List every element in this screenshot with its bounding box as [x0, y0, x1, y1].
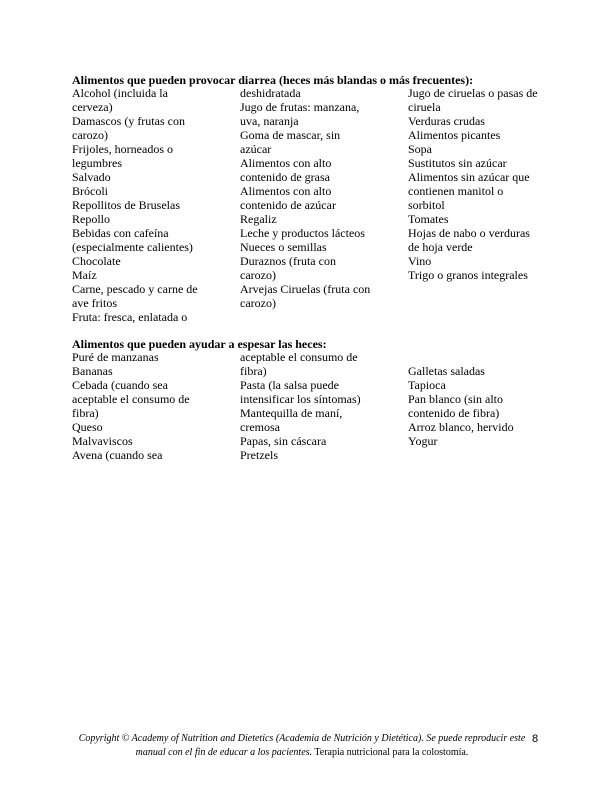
food-list-item: Damascos (y frutas con carozo)	[72, 114, 185, 142]
food-list-item: Regaliz	[240, 212, 277, 226]
food-list-item: Pan blanco (sin alto contenido de fibra)	[408, 392, 503, 420]
food-list-item: Vino	[408, 254, 432, 268]
food-list-item: Salvado	[72, 170, 111, 184]
food-list-item	[408, 350, 540, 364]
food-list-item: Alimentos con alto contenido de azúcar	[240, 184, 336, 212]
food-list-item: Avena (cuando sea	[72, 448, 163, 462]
food-list-item: Sustitutos sin azúcar	[408, 156, 507, 170]
food-list-item: Queso	[72, 420, 103, 434]
food-list-item: Tomates	[408, 212, 449, 226]
food-list-item: Mantequilla de maní, cremosa	[240, 406, 343, 434]
food-list-item: Nueces o semillas	[240, 240, 327, 254]
food-list-item: Brócoli	[72, 184, 108, 198]
food-list-item: aceptable el consumo de fibra)	[240, 350, 358, 378]
food-list-item: Trigo o granos integrales	[408, 268, 528, 282]
food-list-item: Malvaviscos	[72, 434, 133, 448]
food-list-item: Arroz blanco, hervido	[408, 420, 514, 434]
food-list-item: Fruta: fresca, enlatada o	[72, 310, 188, 324]
food-list-item: Goma de mascar, sin azúcar	[240, 128, 341, 156]
food-list-item: Tapioca	[408, 378, 446, 392]
food-list-item: Leche y productos lácteos	[240, 226, 365, 240]
food-list-item: Maíz	[72, 268, 97, 282]
food-list-item: Carne, pescado y carne de ave fritos	[72, 282, 198, 310]
food-list-item: Puré de manzanas	[72, 350, 159, 364]
section-heading-diarrhea-foods: Alimentos que pueden provocar diarrea (heces más blandas o más frecuentes):	[72, 73, 474, 87]
document-title: Terapia nutricional para la colostomía.	[312, 747, 469, 758]
thickening-foods-column-1	[72, 350, 204, 462]
food-list-item: Yogur	[408, 434, 438, 448]
food-list-item: deshidratada	[240, 86, 301, 100]
diarrhea-foods-column-2	[240, 86, 372, 310]
page-number: 8	[532, 733, 539, 745]
food-list-item: Arvejas Ciruelas (fruta con carozo)	[240, 282, 371, 310]
food-list-item: Cebada (cuando sea aceptable el consumo de fibra)	[72, 378, 190, 420]
food-list-item: Galletas saladas	[408, 364, 485, 378]
food-list-item: Repollitos de Bruselas	[72, 198, 180, 212]
food-list-item: Chocolate	[72, 254, 121, 268]
food-list-item: Verduras crudas	[408, 114, 485, 128]
copyright-footer	[72, 732, 532, 760]
food-list-item: Hojas de nabo o verduras de hoja verde	[408, 226, 530, 254]
food-list-item: Jugo de ciruelas o pasas de ciruela	[408, 86, 538, 114]
food-list-item: Alimentos sin azúcar que contienen manitol o sorbitol	[408, 170, 530, 212]
food-list-item: Bebidas con cafeína (especialmente calientes)	[72, 226, 193, 254]
food-list-item: Frijoles, horneados o legumbres	[72, 142, 173, 170]
diarrhea-foods-column-3	[408, 86, 540, 282]
thickening-foods-column-3	[408, 350, 540, 448]
food-list-item: Jugo de frutas: manzana, uva, naranja	[240, 100, 360, 128]
copyright-notice: Copyright © Academy of Nutrition and Dietetics (Academia de Nutrición y Dietética). Se puede reproducir este manual con el fin de educar a los pacientes.	[78, 733, 526, 758]
food-list-item: Duraznos (fruta con carozo)	[240, 254, 336, 282]
food-list-item: Repollo	[72, 212, 110, 226]
thickening-foods-column-2	[240, 350, 372, 462]
food-list-item: Papas, sin cáscara	[240, 434, 327, 448]
food-list-item: Bananas	[72, 364, 113, 378]
food-list-item: Pasta (la salsa puede intensificar los síntomas)	[240, 378, 361, 406]
food-list-item: Pretzels	[240, 448, 278, 462]
food-list-item: Alcohol (incluida la cerveza)	[72, 86, 168, 114]
food-list-item: Sopa	[408, 142, 432, 156]
food-list-item: Alimentos con alto contenido de grasa	[240, 156, 332, 184]
food-list-item: Alimentos picantes	[408, 128, 501, 142]
diarrhea-foods-column-1	[72, 86, 204, 324]
section-heading-thickening-foods: Alimentos que pueden ayudar a espesar las heces:	[72, 337, 327, 351]
